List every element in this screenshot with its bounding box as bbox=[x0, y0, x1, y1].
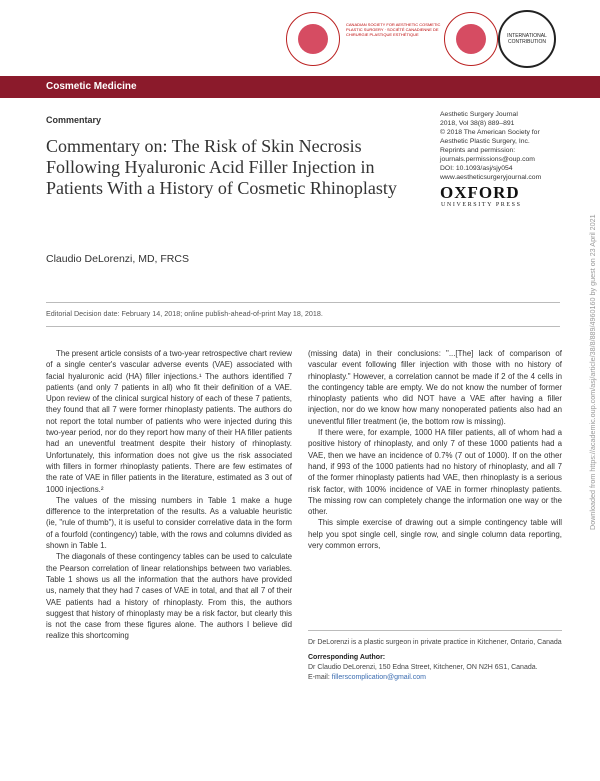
publisher-logo: OXFORD bbox=[440, 183, 520, 202]
author-line: Claudio DeLorenzi, MD, FRCS bbox=[46, 253, 189, 265]
meta-line: © 2018 The American Society for bbox=[440, 129, 540, 136]
csaps-logo-text: CANADIAN SOCIETY FOR AESTHETIC COSMETIC PLASTIC SURGERY · SOCIÉTÉ CANADIENNE DE CHIRURGIE PLASTIQUE ESTHÉTIQUE bbox=[346, 22, 441, 37]
maple-leaf-icon bbox=[298, 24, 328, 54]
divider bbox=[46, 326, 560, 327]
publisher-sub: UNIVERSITY PRESS bbox=[441, 202, 522, 208]
journal-meta bbox=[440, 110, 590, 182]
article-type: Commentary bbox=[46, 115, 102, 125]
corr-text: Dr Claudio DeLorenzi, 150 Edna Street, Kitchener, ON N2H 6S1, Canada. bbox=[308, 664, 538, 671]
section-banner bbox=[0, 76, 600, 98]
paragraph: The diagonals of these contingency tables can be used to calculate the Pearson correlation of linear relationships between two variables. Table 1 shows us all the information that the authors have provided us, namely that they had 7 cases of VAE in total, and that all 7 of their VAE patients had a history of rhinoplasty. From this, the authors suggest that history of rhinoplasty may be a risk factor, but clearly this is not the case from these figures alone. The authors I believe did realize this shortcoming bbox=[46, 552, 292, 641]
footnote-divider bbox=[308, 630, 562, 631]
csaps-logo-right bbox=[444, 12, 498, 66]
download-watermark: Downloaded from https://academic.oup.com/asj/article/38/8/889/4960160 by guest on 23 April 2021 bbox=[588, 214, 597, 530]
international-contribution-badge bbox=[498, 10, 556, 68]
email-link[interactable]: fillerscomplication@gmail.com bbox=[331, 674, 426, 681]
csaps-logo-left bbox=[286, 12, 340, 66]
editorial-decision: Editorial Decision date: February 14, 2018; online publish-ahead-of-print May 18, 2018. bbox=[46, 309, 323, 318]
author-footnote bbox=[308, 638, 562, 683]
paragraph: This simple exercise of drawing out a simple contingency table will help you spot single cell, single row, and single column data reporting, very common errors, bbox=[308, 518, 562, 551]
meta-line: Reprints and permission: bbox=[440, 147, 516, 154]
paragraph: If there were, for example, 1000 HA filler patients, all of whom had a positive history of rhinoplasty, and only 7 of these 1000 patients had a VAE, then we have an incidence of 0.7% (7 out of 1000). If on the other hand, if 993 of the 1000 patients had no history of rhinoplasty, and all 7 of the former rhinoplasty patients had VAE, then rhinoplasty is a serious risk factor, with 100% incidence of VAE in former rhinoplasty patients. The missing row can completely change the information one way or the other. bbox=[308, 428, 562, 517]
intl-badge-text: INTERNATIONAL CONTRIBUTION bbox=[507, 33, 547, 45]
paragraph: The values of the missing numbers in Table 1 make a huge difference to the interpretation of the results. As a valuable heuristic (ie, "rule of thumb"), it is useful to consider correlative data in the form of a fourfold (contingency) table, with the rows and columns divided as shown in Table 1. bbox=[46, 495, 292, 551]
paragraph: The present article consists of a two-year retrospective chart review of a single center's vascular adverse events (VAE) associated with facial hyaluronic acid (HA) filler injections.¹ The authors identified 7 patients (and only 7 patients in all) who fit their definition of a VAE. Upon review of the clinical surgical history of each of these 7 patients, they found that all 7 were former rhinoplasty patients. The authors do not report the total number of patients who were injected during this two-year period, nor do they report how many of their HA filler patients had an uneventful treatment despite their history of rhinoplasty. Unfortunately, this information does not give us the risk associated with fillers in former rhinoplasty patients. There are few estimates of the rate of VAE in filler patients in the literature, estimated as 3 out of 1000 injections.² bbox=[46, 349, 292, 494]
divider bbox=[46, 302, 560, 303]
meta-line: Aesthetic Surgery Journal bbox=[440, 111, 518, 118]
meta-line[interactable]: DOI: 10.1093/asj/sjy054 bbox=[440, 165, 513, 172]
maple-leaf-icon-2 bbox=[456, 24, 486, 54]
corr-label: Corresponding Author: bbox=[308, 654, 386, 661]
meta-line[interactable]: journals.permissions@oup.com bbox=[440, 156, 535, 163]
affiliation: Dr DeLorenzi is a plastic surgeon in private practice in Kitchener, Ontario, Canada bbox=[308, 639, 562, 646]
meta-line: Aesthetic Plastic Surgery, Inc. bbox=[440, 138, 530, 145]
meta-line: 2018, Vol 38(8) 889–891 bbox=[440, 120, 515, 127]
paragraph: (missing data) in their conclusions: "...[The] lack of comparison of vascular event following filler injection with those with no history of rhinoplasty." However, a correlation cannot be made if 2 of the 4 cells in the contingency table are empty. We do not know the number of former rhinoplasty patients who did NOT have a VAE after having a filler injection, nor do we know how many nonoperated patients also had an uneventful filler treatment (ie, the bottom row is missing). bbox=[308, 349, 562, 426]
article-title: Commentary on: The Risk of Skin Necrosis Following Hyaluronic Acid Filler Injection in Patients With a History of Cosmetic Rhinoplasty bbox=[46, 136, 397, 198]
email-label: E-mail: bbox=[308, 674, 330, 681]
left-column bbox=[46, 348, 292, 642]
meta-line[interactable]: www.aestheticsurgeryjournal.com bbox=[440, 174, 542, 181]
banner-label: Cosmetic Medicine bbox=[46, 81, 137, 92]
right-column bbox=[308, 348, 562, 551]
